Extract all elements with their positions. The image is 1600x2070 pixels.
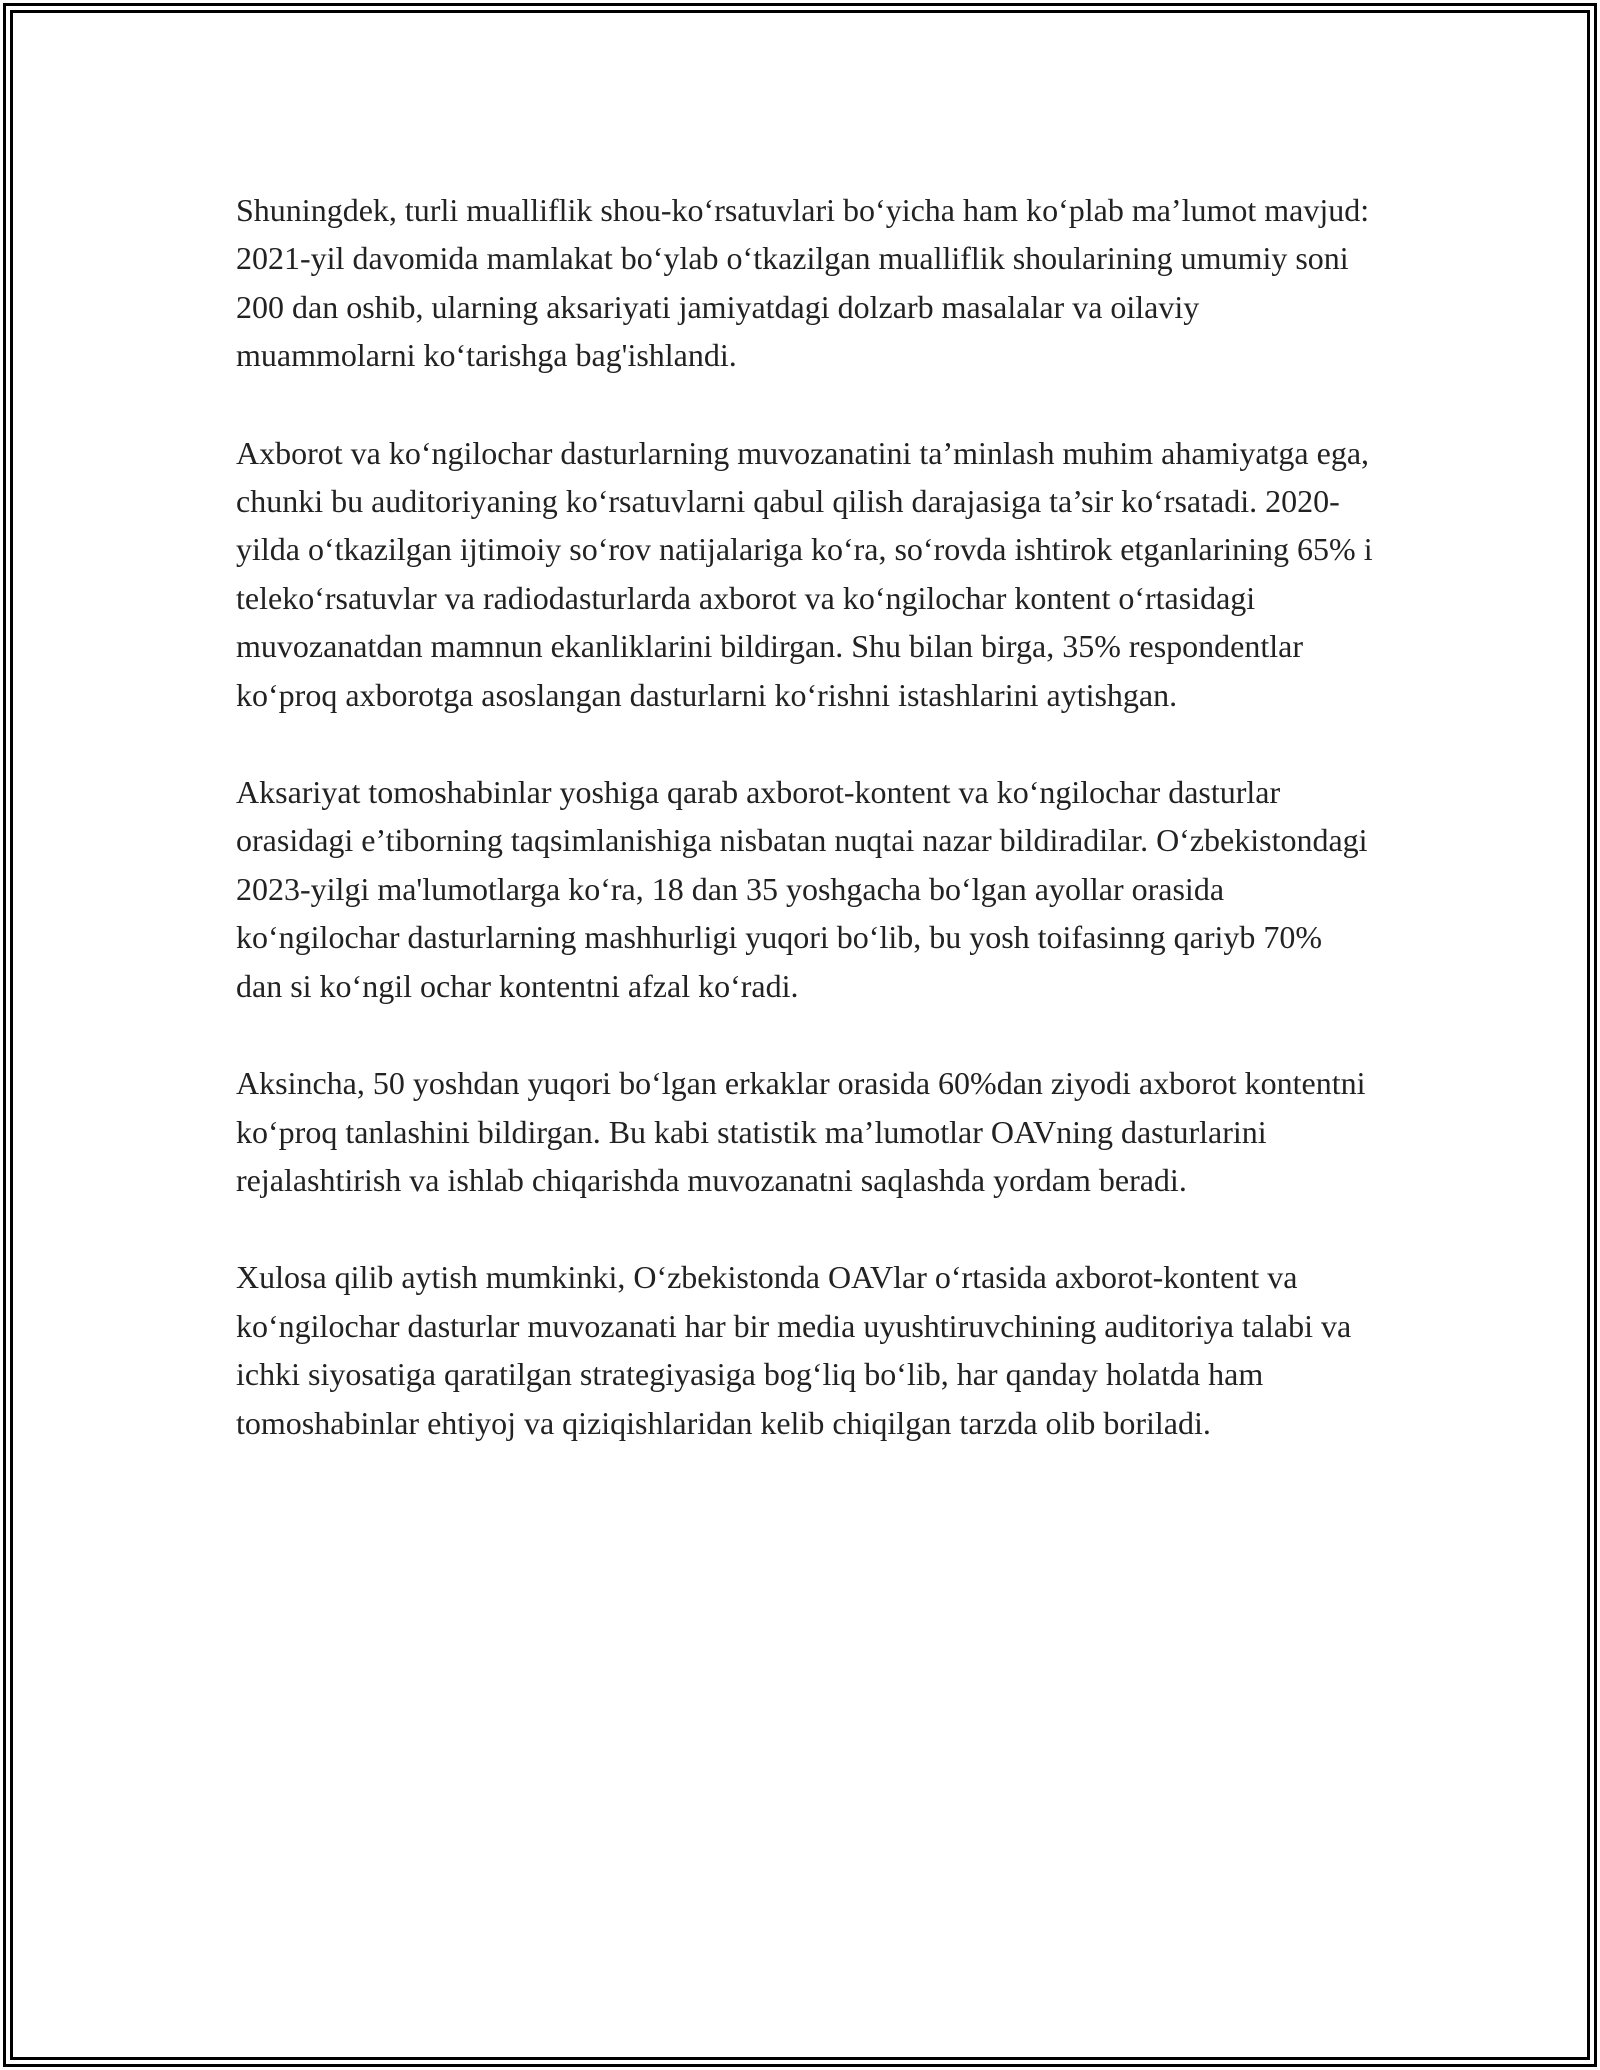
document-body xyxy=(236,186,1376,1496)
paragraph-1: Shuningdek, turli mualliflik shou-ko‘rsatuvlari bo‘yicha ham ko‘plab ma’lumot mavjud: 2021-yil davomida mamlakat bo‘ylab o‘tkazilgan mualliflik shoularining umumiy soni 200 dan oshib, ularning aksariyati jamiyatdagi dolzarb masalalar va oilaviy muammolarni ko‘tarishga bag'ishlandi. xyxy=(236,192,1370,374)
paragraph-5: Xulosa qilib aytish mumkinki, O‘zbekistonda OAVlar o‘rtasida axborot-kontent va ko‘ngilochar dasturlar muvozanati har bir media uyushtiruvchining auditoriya talabi va ichki siyosatiga qaratilgan strategiyasiga bog‘liq bo‘lib, har qanday holatda ham tomoshabinlar ehtiyoj va qiziqishlaridan kelib chiqilgan tarzda olib boriladi. xyxy=(236,1259,1352,1441)
paragraph-3: Aksariyat tomoshabinlar yoshiga qarab axborot-kontent va ko‘ngilochar dasturlar orasidagi e’tiborning taqsimlanishiga nisbatan nuqtai nazar bildiradilar. O‘zbekistondagi 2023-yilgi ma'lumotlarga ko‘ra, 18 dan 35 yoshgacha bo‘lgan ayollar orasida ko‘ngilochar dasturlarning mashhurligi yuqori bo‘lib, bu yosh toifasinng qariyb 70% dan si ko‘ngil ochar kontentni afzal ko‘radi. xyxy=(236,774,1368,1004)
paragraph-4: Aksincha, 50 yoshdan yuqori bo‘lgan erkaklar orasida 60%dan ziyodi axborot kontentni ko‘proq tanlashini bildirgan. Bu kabi statistik ma’lumotlar OAVning dasturlarini rejalashtirish va ishlab chiqarishda muvozanatni saqlashda yordam beradi. xyxy=(236,1065,1366,1198)
paragraph-2: Axborot va ko‘ngilochar dasturlarning muvozanatini ta’minlash muhim ahamiyatga ega, chunki bu auditoriyaning ko‘rsatuvlarni qabul qilish darajasiga ta’sir ko‘rsatadi. 2020-yilda o‘tkazilgan ijtimoiy so‘rov natijalariga ko‘ra, so‘rovda ishtirok etganlarining 65% i teleko‘rsatuvlar va radiodasturlarda axborot va ko‘ngilochar kontent o‘rtasidagi muvozanatdan mamnun ekanliklarini bildirgan. Shu bilan birga, 35% respondentlar ko‘proq axborotga asoslangan dasturlarni ko‘rishni istashlarini aytishgan. xyxy=(236,434,1373,713)
